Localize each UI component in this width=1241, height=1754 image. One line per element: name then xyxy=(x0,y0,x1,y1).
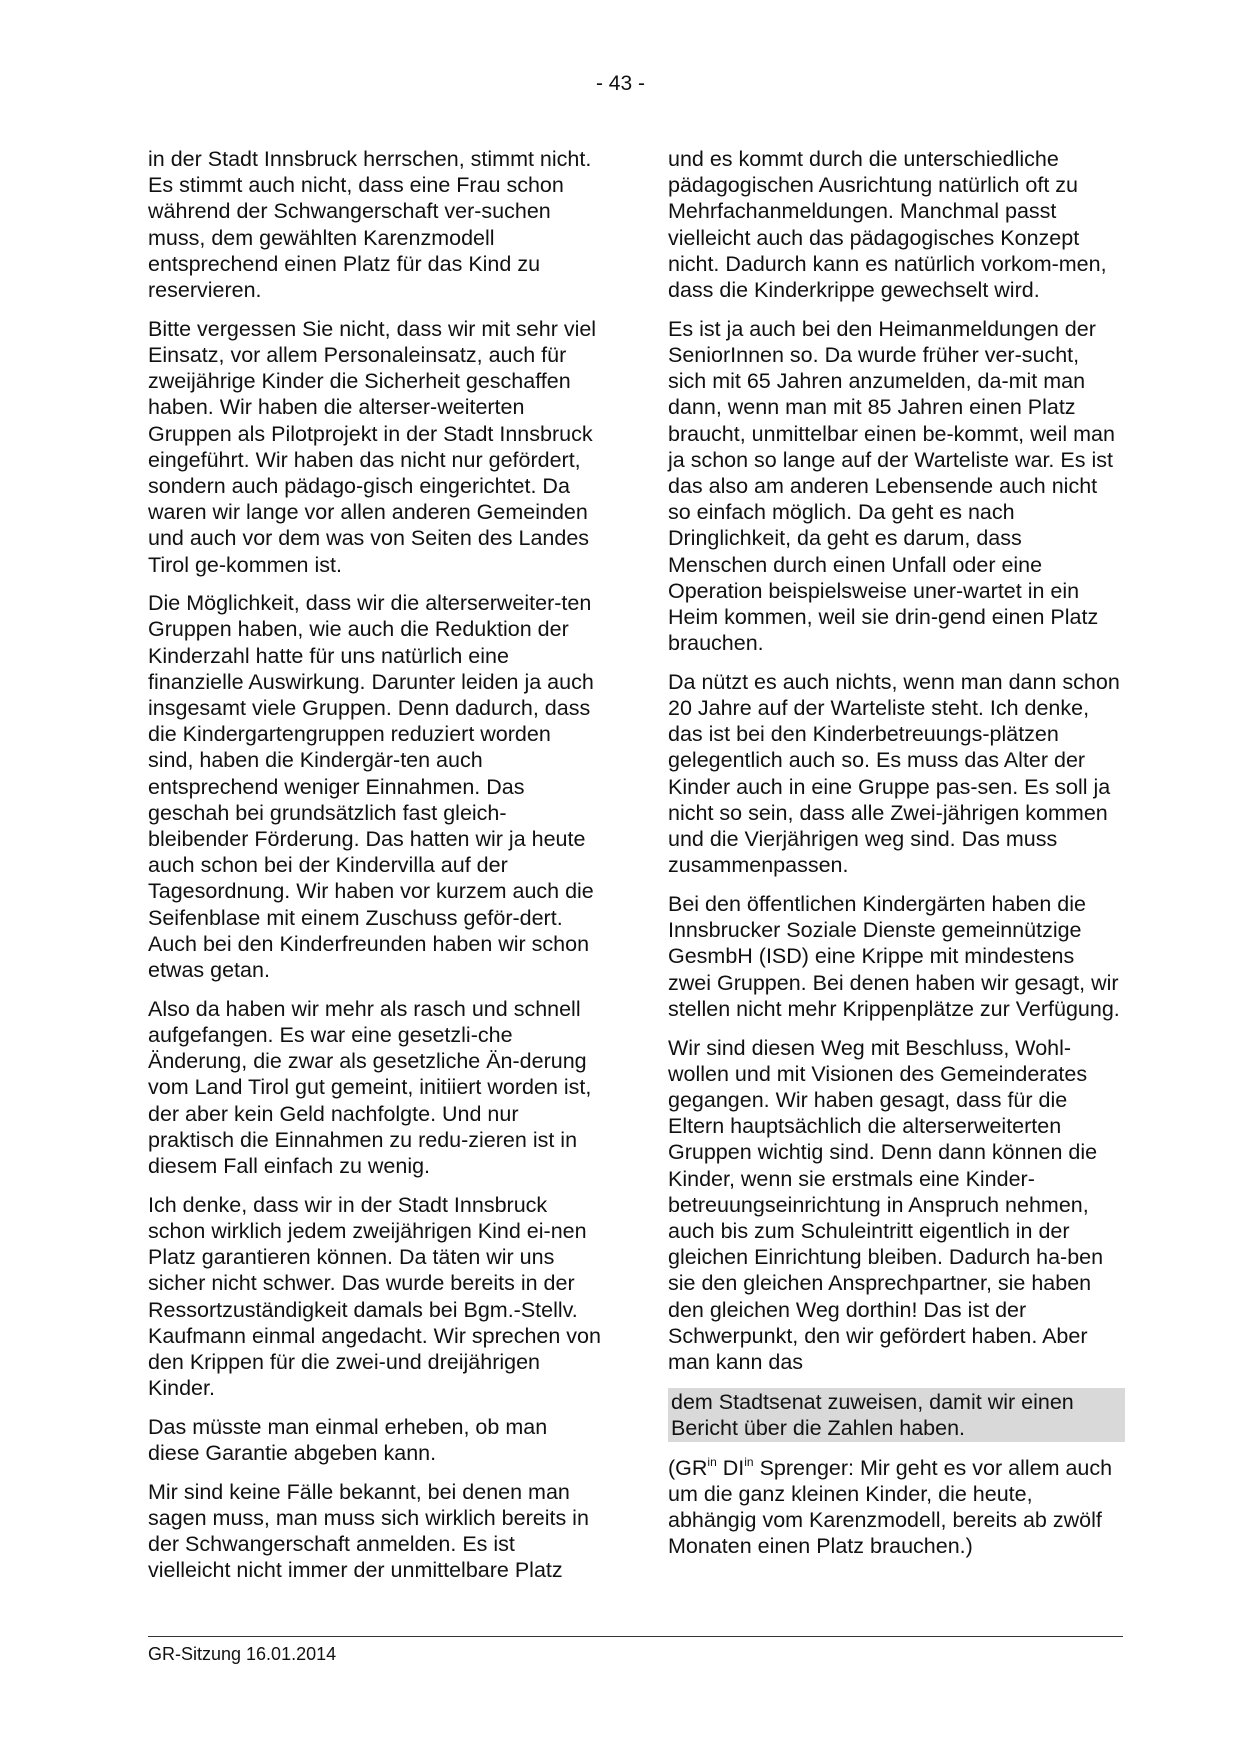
right-column xyxy=(668,146,1122,1572)
paragraph: Es ist ja auch bei den Heimanmeldungen der SeniorInnen so. Da wurde früher ver-sucht, sich mit 65 Jahren anzumelden, da-mit man dann, wenn man mit 85 Jahren einen Platz braucht, unmittelbar einen be-kommt, weil man ja schon so lange auf der Warteliste war. Es ist das also am anderen Lebensende auch nicht so einfach möglich. Da geht es nach Dringlichkeit, da geht es darum, dass Menschen durch einen Unfall oder eine Operation beispielsweise uner-wartet in ein Heim kommen, weil sie drin-gend einen Platz brauchen. xyxy=(668,316,1115,656)
superscript-in: in xyxy=(744,1454,754,1469)
footer-rule xyxy=(148,1636,1123,1637)
paragraph: Da nützt es auch nichts, wenn man dann schon 20 Jahre auf der Warteliste steht. Ich denke, das ist bei den Kinderbetreuungs-plätzen gelegentlich auch so. Es muss das Alter der Kinder auch in eine Gruppe pas-sen. Es soll ja nicht so sein, dass alle Zwei-jährigen kommen und die Vierjährigen weg sind. Das muss zusammenpassen. xyxy=(668,669,1120,878)
highlighted-motion: dem Stadtsenat zuweisen, damit wir einen Bericht über die Zahlen haben. xyxy=(668,1388,1125,1442)
interjection-open: (GR xyxy=(668,1455,708,1480)
paragraph: Bei den öffentlichen Kindergärten haben die Innsbrucker Soziale Dienste gemeinnützige GesmbH (ISD) eine Krippe mit mindestens zwei Gruppen. Bei denen haben wir gesagt, wir stellen nicht mehr Krippenplätze zur Verfügung. xyxy=(668,891,1120,1021)
paragraph: Also da haben wir mehr als rasch und schnell aufgefangen. Es war eine gesetzli-che Änderung, die zwar als gesetzliche Än-derung vom Land Tirol gut gemeint, initiiert worden ist, der aber kein Geld nachfolgte. Und nur praktisch die Einnahmen zu redu-zieren ist in diesem Fall einfach zu wenig. xyxy=(148,996,592,1179)
interjection-title: DI xyxy=(716,1455,745,1480)
left-column xyxy=(148,146,602,1596)
paragraph: Bitte vergessen Sie nicht, dass wir mit sehr viel Einsatz, vor allem Personaleinsatz, auch für zweijährige Kinder die Sicherheit geschaffen haben. Wir haben die alterser-weiterten Gruppen als Pilotprojekt in der Stadt Innsbruck eingeführt. Wir haben das nicht nur gefördert, sondern auch pädago-gisch eingerichtet. Da waren wir lange vor allen anderen Gemeinden und auch vor dem was von Seiten des Landes Tirol ge-kommen ist. xyxy=(148,316,597,577)
paragraph: Wir sind diesen Weg mit Beschluss, Wohl-wollen und mit Visionen des Gemeinderates gegangen. Wir haben gesagt, dass für die Eltern hauptsächlich die alterserweiterten Gruppen wichtig sind. Denn dann können die Kinder, wenn sie erstmals eine Kinder-betreuungseinrichtung in Anspruch nehmen, auch bis zum Schuleintritt eigentlich in der gleichen Einrichtung bleiben. Dadurch ha-ben sie den gleichen Ansprechpartner, sie haben den gleichen Weg dorthin! Das ist der Schwerpunkt, den wir gefördert haben. Aber man kann das xyxy=(668,1035,1104,1374)
superscript-in: in xyxy=(707,1454,717,1469)
paragraph: Ich denke, dass wir in der Stadt Innsbruck schon wirklich jedem zweijährigen Kind ei-nen Platz garantieren können. Da täten wir uns sicher nicht schwer. Das wurde bereits in der Ressortzuständigkeit damals bei Bgm.-Stellv. Kaufmann einmal angedacht. Wir sprechen von den Krippen für die zwei-und dreijährigen Kinder. xyxy=(148,1192,601,1401)
paragraph: in der Stadt Innsbruck herrschen, stimmt nicht. Es stimmt auch nicht, dass eine Frau schon während der Schwangerschaft ver-suchen muss, dem gewählten Karenzmodell entsprechend einen Platz für das Kind zu reservieren. xyxy=(148,147,592,303)
interjection-text: Sprenger: Mir geht es vor allem auch um die ganz kleinen Kinder, die heute, abhängig vom Karenzmodell, bereits ab zwölf Monaten einen Platz brauchen.) xyxy=(668,1455,1113,1559)
page-number: - 43 - xyxy=(595,72,645,95)
footer-session-date: GR-Sitzung 16.01.2014 xyxy=(148,1644,337,1664)
interjection xyxy=(668,1455,1122,1560)
paragraph: und es kommt durch die unterschiedliche pädagogischen Ausrichtung natürlich oft zu Mehrfachanmeldungen. Manchmal passt vielleicht auch das pädagogisches Konzept nicht. Dadurch kann es natürlich vorkom-men, dass die Kinderkrippe gewechselt wird. xyxy=(668,147,1107,303)
paragraph: Das müsste man einmal erheben, ob man diese Garantie abgeben kann. xyxy=(148,1414,548,1466)
paragraph: Mir sind keine Fälle bekannt, bei denen man sagen muss, man muss sich wirklich bereits in der Schwangerschaft anmelden. Es ist vielleicht nicht immer der unmittelbare Platz xyxy=(148,1479,589,1583)
paragraph: Die Möglichkeit, dass wir die alterserweiter-ten Gruppen haben, wie auch die Reduktion der Kinderzahl hatte für uns natürlich eine finanzielle Auswirkung. Darunter leiden ja auch insgesamt viele Gruppen. Denn dadurch, dass die Kindergartengruppen reduziert worden sind, haben die Kindergär-ten auch entsprechend weniger Einnahmen. Das geschah bei grundsätzlich fast gleich-bleibender Förderung. Das hatten wir ja heute auch schon bei der Kindervilla auf der Tagesordnung. Wir haben vor kurzem auch die Seifenblase mit einem Zuschuss geför-dert. Auch bei den Kinderfreunden haben wir schon etwas getan. xyxy=(148,591,594,983)
